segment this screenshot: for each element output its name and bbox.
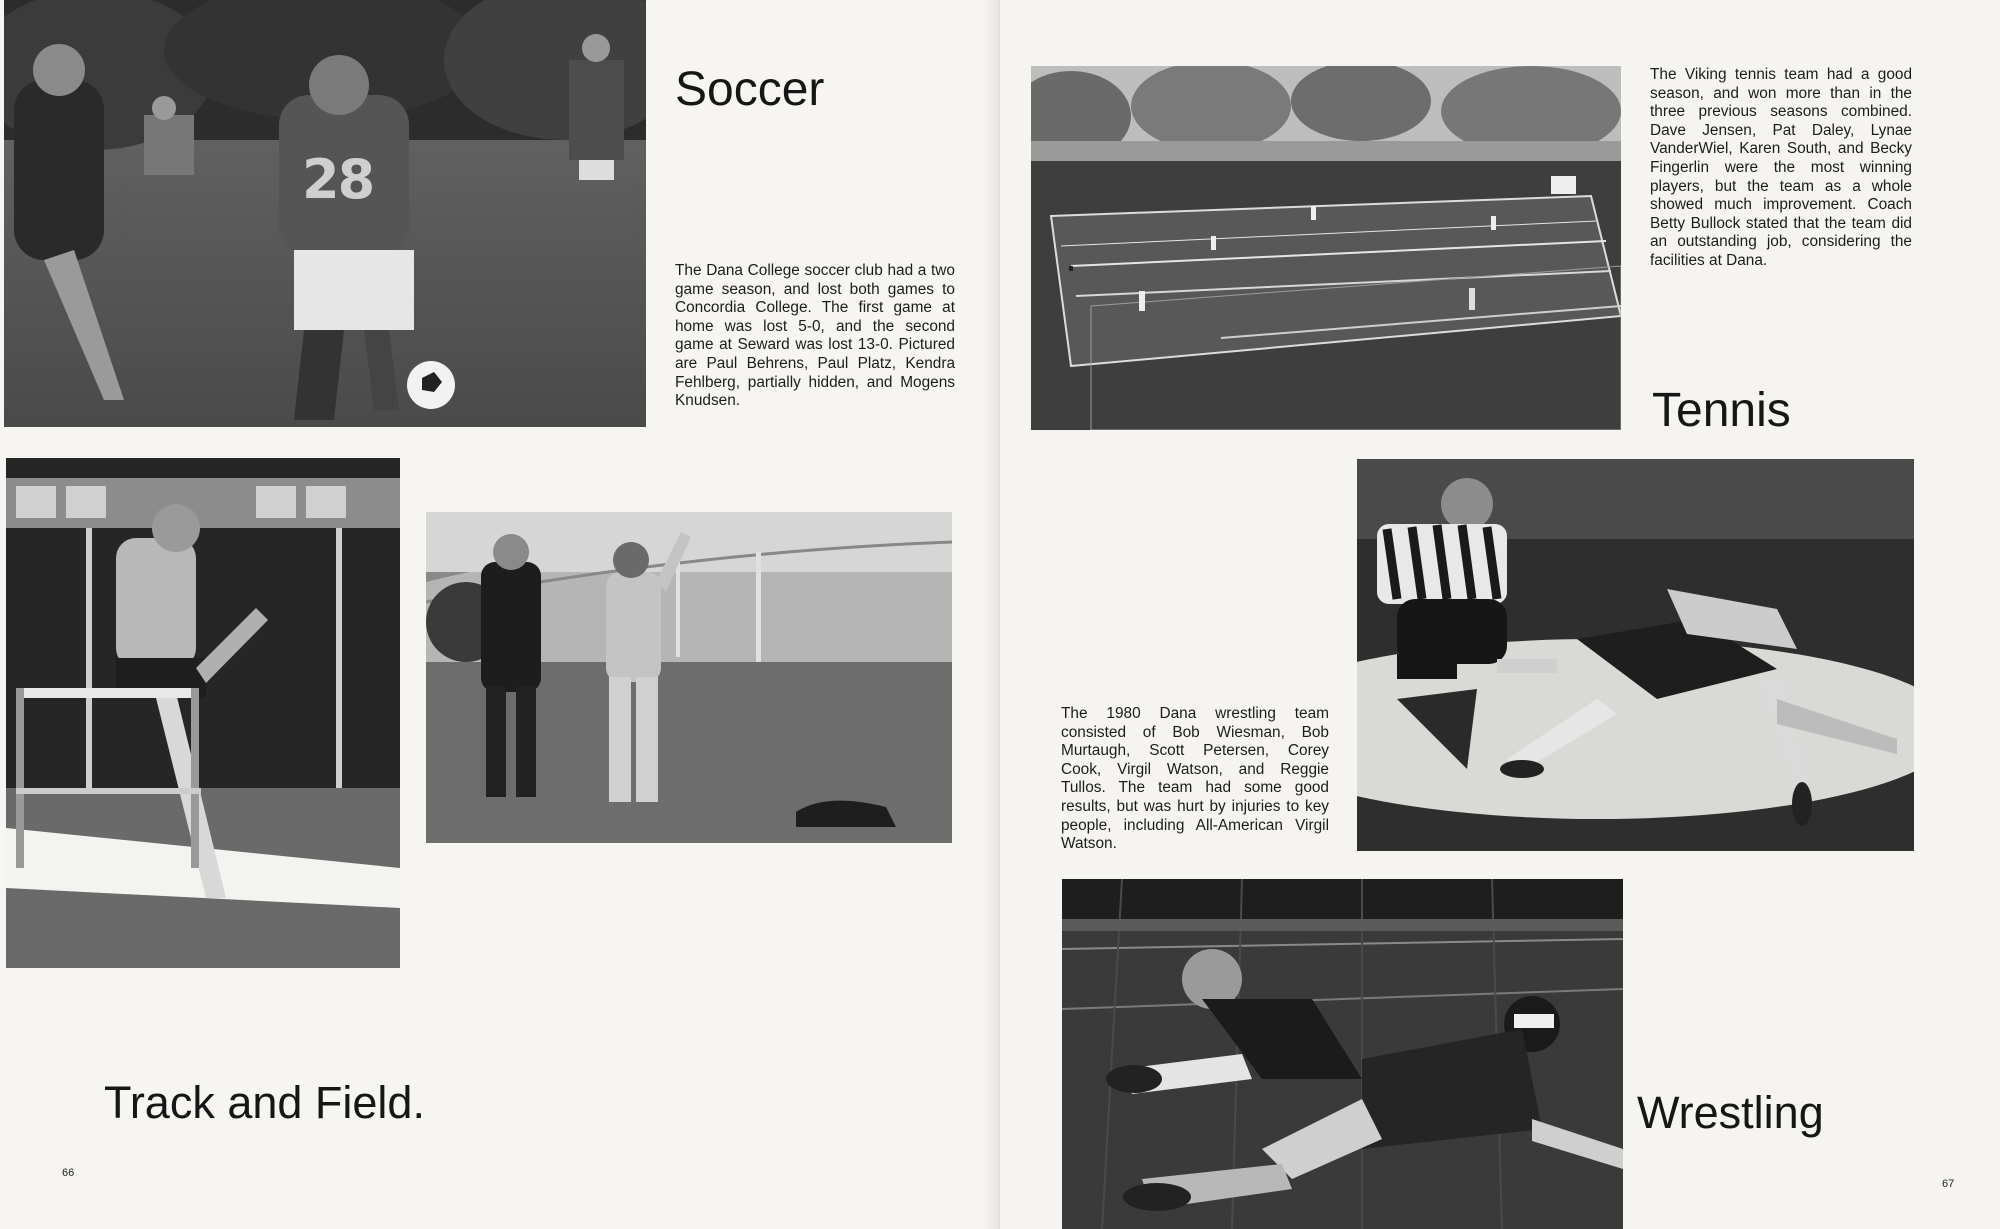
wrestling-photo	[1062, 879, 1623, 1229]
soccer-photo	[4, 0, 646, 427]
wrestling-referee-photo	[1357, 459, 1914, 851]
right-page	[1000, 0, 2000, 1229]
coaches-photo	[426, 512, 952, 843]
page-number-right: 67	[1942, 1178, 1955, 1190]
page-number-left: 66	[62, 1167, 75, 1179]
soccer-heading: Soccer	[675, 63, 825, 116]
tennis-caption: The Viking tennis team had a good season, and won more than in the three previous seasons combined. Dave Jensen, Pat Daley, Lynae VanderWiel, Karen South, and Becky Fingerlin were the most winning players, but the team as a whole showed much improvement. Coach Betty Bullock stated that the team did an outstanding job, considering the facilities at Dana.	[1650, 66, 1912, 269]
soccer-caption: The Dana College soccer club had a two game season, and lost both games to Concordia College. The first game at home was lost 5-0, and the second game at Seward was lost 13-0. Pictured are Paul Behrens, Paul Platz, Kendra Fehlberg, partially hidden, and Mogens Knudsen.	[675, 262, 955, 410]
tennis-heading: Tennis	[1652, 384, 1791, 437]
tennis-photo	[1031, 66, 1621, 430]
jersey-number: 28	[302, 148, 374, 211]
wrestling-caption: The 1980 Dana wrestling team consisted of Bob Wiesman, Bob Murtaugh, Scott Petersen, Corey Cook, Virgil Watson, and Reggie Tullos. The team had some good results, but was hurt by injuries to key people, including All-American Virgil Watson.	[1061, 705, 1329, 853]
wrestling-heading: Wrestling	[1637, 1087, 1824, 1138]
hurdler-photo	[6, 458, 400, 968]
track-heading: Track and Field.	[104, 1077, 425, 1128]
